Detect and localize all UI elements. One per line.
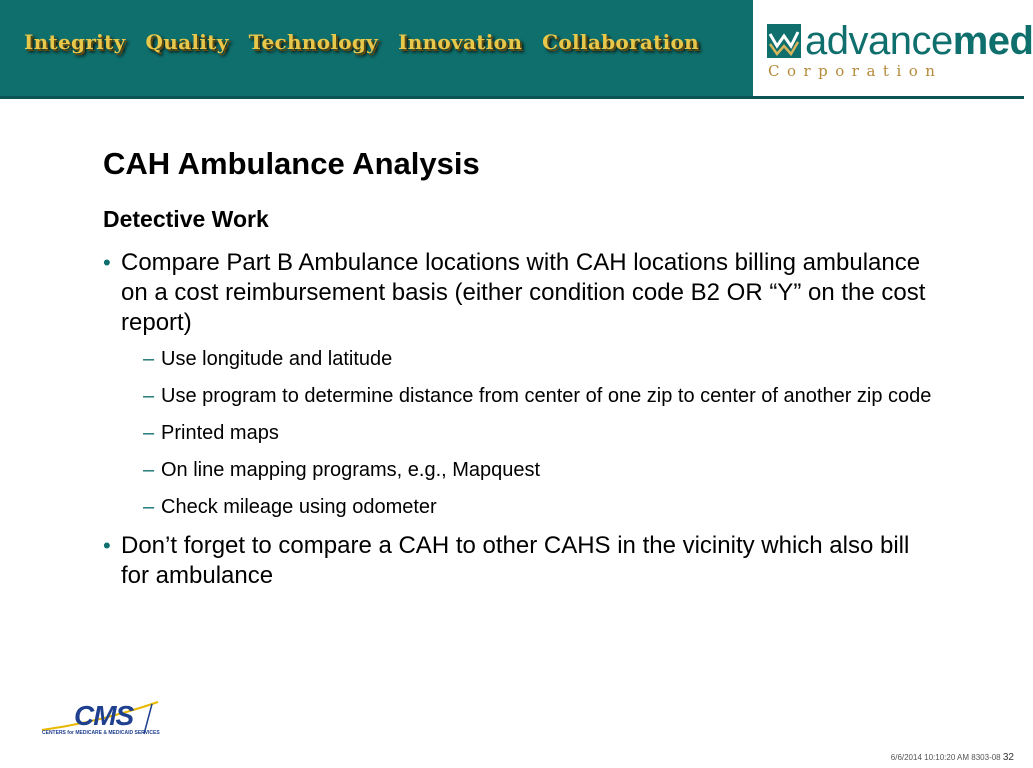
dash-icon: – (143, 496, 155, 518)
dash-icon: – (143, 348, 155, 370)
bullet-item (103, 248, 933, 338)
cms-wordmark: CMS (74, 700, 134, 731)
tagline-innovation: Innovation (398, 30, 523, 54)
slide-subhead: Detective Work (103, 206, 269, 232)
bullet-dot-icon: • (103, 250, 111, 275)
dash-icon: – (143, 422, 155, 444)
cms-subtitle: CENTERS for MEDICARE & MEDICAID SERVICES (42, 730, 160, 736)
slide-body (103, 248, 933, 599)
footer-timestamp: 6/6/2014 10:10:20 AM 8303-08 (890, 753, 1001, 762)
sub-bullet-item (103, 346, 933, 372)
sub-bullet-text: Check mileage using odometer (161, 496, 437, 518)
sub-bullet-text: Printed maps (161, 422, 279, 444)
header-divider (0, 96, 1024, 99)
sub-bullet-text: Use longitude and latitude (161, 348, 393, 370)
tagline-integrity: Integrity (24, 30, 126, 54)
sub-bullet-text: On line mapping programs, e.g., Mapquest (161, 459, 541, 481)
advancemed-logo (753, 0, 1033, 96)
bullet-dot-icon: • (103, 533, 111, 558)
dash-icon: – (143, 459, 155, 481)
bullet-text: Don’t forget to compare a CAH to other CAHS in the vicinity which also bill for ambulance (121, 532, 910, 589)
sub-bullet-item (103, 494, 933, 520)
page-number: 32 (1002, 752, 1014, 763)
sub-bullet-item (103, 420, 933, 446)
logo-wordmark (805, 18, 1033, 64)
bullet-text: Compare Part B Ambulance locations with CAH locations billing ambulance on a cost reimbursement basis (either condition code B2 OR “Y” on the cost report) (121, 249, 926, 336)
bullet-item (103, 531, 933, 591)
header-band (0, 0, 753, 98)
slide-footer (891, 752, 1014, 763)
logo-advance: advance (805, 19, 953, 63)
sub-bullet-item (103, 457, 933, 483)
tagline-technology: Technology (248, 30, 379, 54)
slide-title: CAH Ambulance Analysis (103, 146, 480, 181)
tagline-quality: Quality (145, 30, 229, 54)
dash-icon: – (143, 385, 155, 407)
sub-bullet-text: Use program to determine distance from center of one zip to center of another zip code (161, 385, 932, 407)
tagline (24, 30, 699, 54)
sub-bullet-item (103, 383, 933, 409)
advancemed-mark-icon (767, 24, 801, 58)
tagline-collaboration: Collaboration (542, 30, 700, 54)
logo-med: med (952, 19, 1033, 63)
logo-corporation: Corporation (768, 62, 943, 80)
